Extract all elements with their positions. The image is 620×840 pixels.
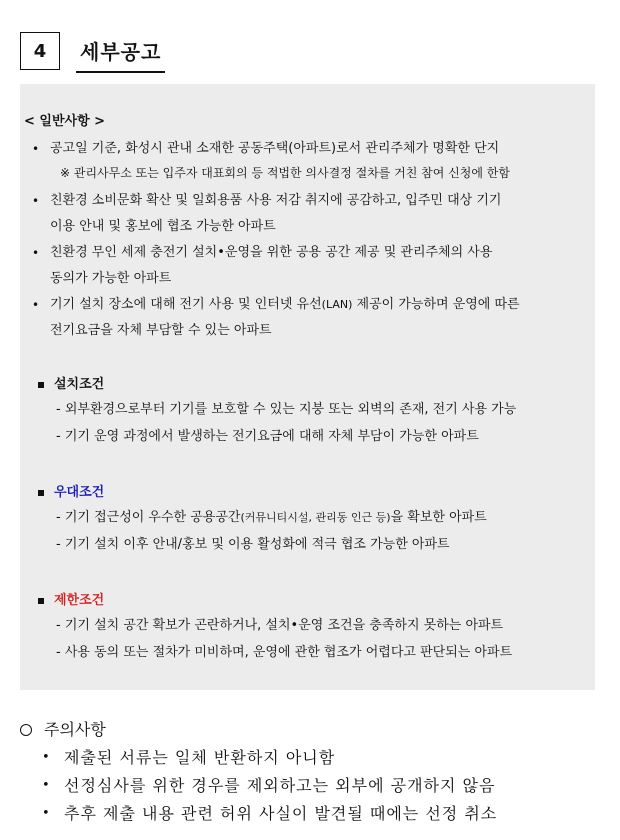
preferred-line-1 bbox=[38, 504, 598, 531]
general-list bbox=[30, 136, 590, 344]
general-item-4-text-a: 기기 설치 장소에 대해 전기 사용 및 인터넷 유선 bbox=[50, 297, 322, 312]
square-bullet-icon bbox=[38, 598, 44, 604]
general-item-2-line2: 이용 안내 및 홍보에 협조 가능한 아파트 bbox=[50, 219, 276, 234]
preferred-title bbox=[38, 482, 598, 504]
general-item-1: • 공고일 기준, 화성시 관내 소재한 공동주택(아파트)로서 관리주체가 명확한 단지 bbox=[30, 136, 590, 162]
section-header bbox=[20, 32, 165, 70]
preferred-line-1-b: (커뮤니티시설, 관리동 인근 등) bbox=[240, 511, 391, 524]
preferred-line-1-a: - 기기 접근성이 우수한 공용공간 bbox=[56, 510, 241, 525]
notice-item-3: • 추후 제출 내용 관련 허위 사실이 발견될 때에는 선정 취소 bbox=[20, 800, 600, 828]
notice-section bbox=[20, 716, 600, 828]
preferred-line-1-c: 을 확보한 아파트 bbox=[390, 510, 487, 525]
install-line-2: - 기기 운영 과정에서 발생하는 전기요금에 대해 자체 부담이 가능한 아파트 bbox=[56, 429, 479, 444]
restricted-conditions bbox=[38, 590, 598, 666]
install-title bbox=[38, 374, 598, 396]
general-item-3-line1: • 친환경 무인 세제 충전기 설치•운영을 위한 공용 공간 제공 및 관리주체의 사용 bbox=[50, 245, 493, 260]
notice-title-text: 주의사항 bbox=[44, 720, 106, 739]
section-title: 세부공고 bbox=[76, 32, 165, 73]
circle-bullet-icon bbox=[20, 724, 32, 736]
general-note: ※ 관리사무소 또는 입주자 대표회의 등 적법한 의사결정 절차를 거친 참여 신청에 한함 bbox=[60, 166, 510, 180]
preferred-title-text: 우대조건 bbox=[54, 485, 105, 500]
restricted-line-1: - 기기 설치 공간 확보가 곤란하거나, 설치•운영 조건을 충족하지 못하는 아파트 bbox=[56, 618, 504, 633]
general-item-4 bbox=[30, 292, 590, 344]
restricted-title-text: 제한조건 bbox=[54, 593, 105, 608]
section-number: 4 bbox=[20, 32, 60, 70]
notice-title bbox=[20, 716, 600, 744]
general-item-4-line2: 전기요금을 자체 부담할 수 있는 아파트 bbox=[50, 323, 272, 338]
general-item-4-line1 bbox=[50, 292, 590, 318]
restricted-title bbox=[38, 590, 598, 612]
notice-item-2: • 선정심사를 위한 경우를 제외하고는 외부에 공개하지 않음 bbox=[20, 772, 600, 800]
details-panel bbox=[20, 84, 595, 690]
general-label: < 일반사항 > bbox=[24, 114, 106, 129]
install-line-1: - 외부환경으로부터 기기를 보호할 수 있는 지붕 또는 외벽의 존재, 전기 사용 가능 bbox=[56, 402, 517, 417]
install-conditions bbox=[38, 374, 598, 450]
preferred-line-2: - 기기 설치 이후 안내/홍보 및 이용 활성화에 적극 협조 가능한 아파트 bbox=[56, 537, 450, 552]
install-title-text: 설치조건 bbox=[54, 377, 105, 392]
general-item-4-text-b: (LAN) bbox=[321, 298, 353, 311]
general-item-2-line1: • 친환경 소비문화 확산 및 일회용품 사용 저감 취지에 공감하고, 입주민 대상 기기 bbox=[50, 193, 502, 208]
square-bullet-icon bbox=[38, 490, 44, 496]
general-item-4-text-c: 제공이 가능하며 운영에 따른 bbox=[352, 297, 520, 312]
general-item-3 bbox=[30, 240, 590, 292]
restricted-line-2: - 사용 동의 또는 절차가 미비하며, 운영에 관한 협조가 어렵다고 판단되는 아파트 bbox=[56, 645, 513, 660]
notice-item-1: • 제출된 서류는 일체 반환하지 아니함 bbox=[20, 744, 600, 772]
general-item-2 bbox=[30, 188, 590, 240]
general-item-3-line2: 동의가 가능한 아파트 bbox=[50, 271, 172, 286]
square-bullet-icon bbox=[38, 382, 44, 388]
preferred-conditions bbox=[38, 482, 598, 558]
